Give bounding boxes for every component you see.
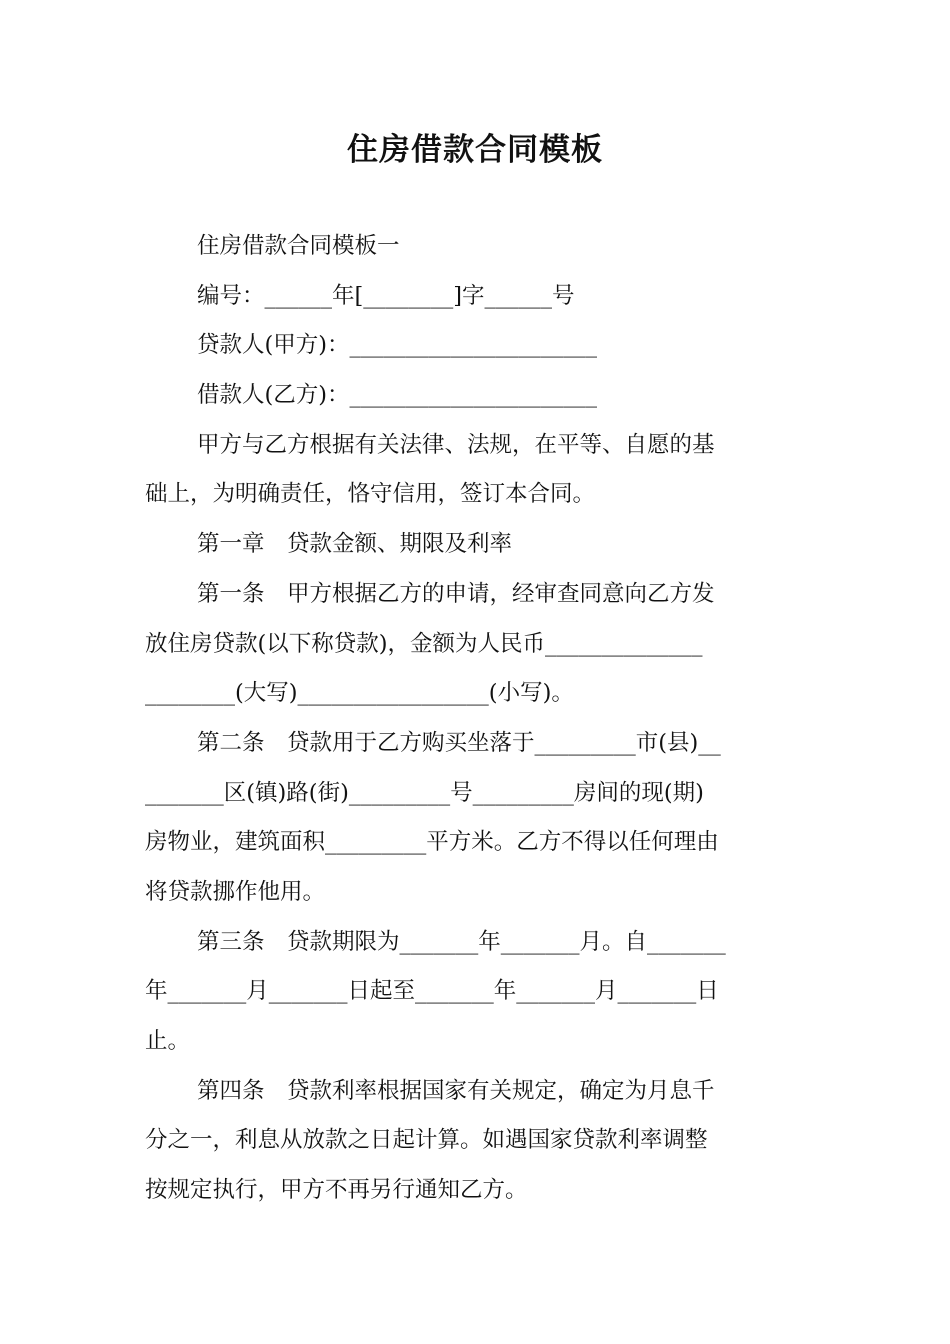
chapter-heading: 第一章 贷款金额、期限及利率 [197,531,513,558]
subtitle-line: 住房借款合同模板一 [197,233,400,259]
article-3-line: 年_______月_______日起至_______年_______月_______日 [145,978,719,1005]
lender-line: 贷款人(甲方)：______________________ [197,332,598,359]
article-2-line: _______区(镇)路(街)_________号_________房间的现(期) [145,779,704,806]
article-1-line: ________(大写)_________________(小写)。 [145,680,574,707]
article-1-line: 放住房贷款(以下称贷款)，金额为人民币______________ [145,630,703,657]
serial-number-line: 编号：______年[________]字______号 [197,282,575,309]
borrower-line: 借款人(乙方)：______________________ [197,382,598,409]
article-4-line: 第四条 贷款利率根据国家有关规定，确定为月息千 [197,1077,715,1104]
preamble-line: 甲方与乙方根据有关法律、法规，在平等、自愿的基 [197,431,715,458]
preamble-line: 础上，为明确责任，恪守信用，签订本合同。 [145,481,596,508]
document-body [145,222,807,1216]
article-2-line: 第二条 贷款用于乙方购买坐落于_________市(县)__ [197,729,721,756]
article-4-line: 按规定执行，甲方不再另行通知乙方。 [145,1177,528,1204]
article-2-line: 将贷款挪作他用。 [145,878,326,905]
document-title: 住房借款合同模板 [347,132,603,168]
article-2-line: 房物业，建筑面积_________平方米。乙方不得以任何理由 [145,829,719,856]
article-3-line: 止。 [145,1028,191,1054]
article-3-line: 第三条 贷款期限为_______年_______月。自_______ [197,928,726,955]
article-4-line: 分之一，利息从放款之日起计算。如遇国家贷款利率调整 [145,1127,708,1154]
article-1-line: 第一条 甲方根据乙方的申请，经审查同意向乙方发 [197,580,715,607]
